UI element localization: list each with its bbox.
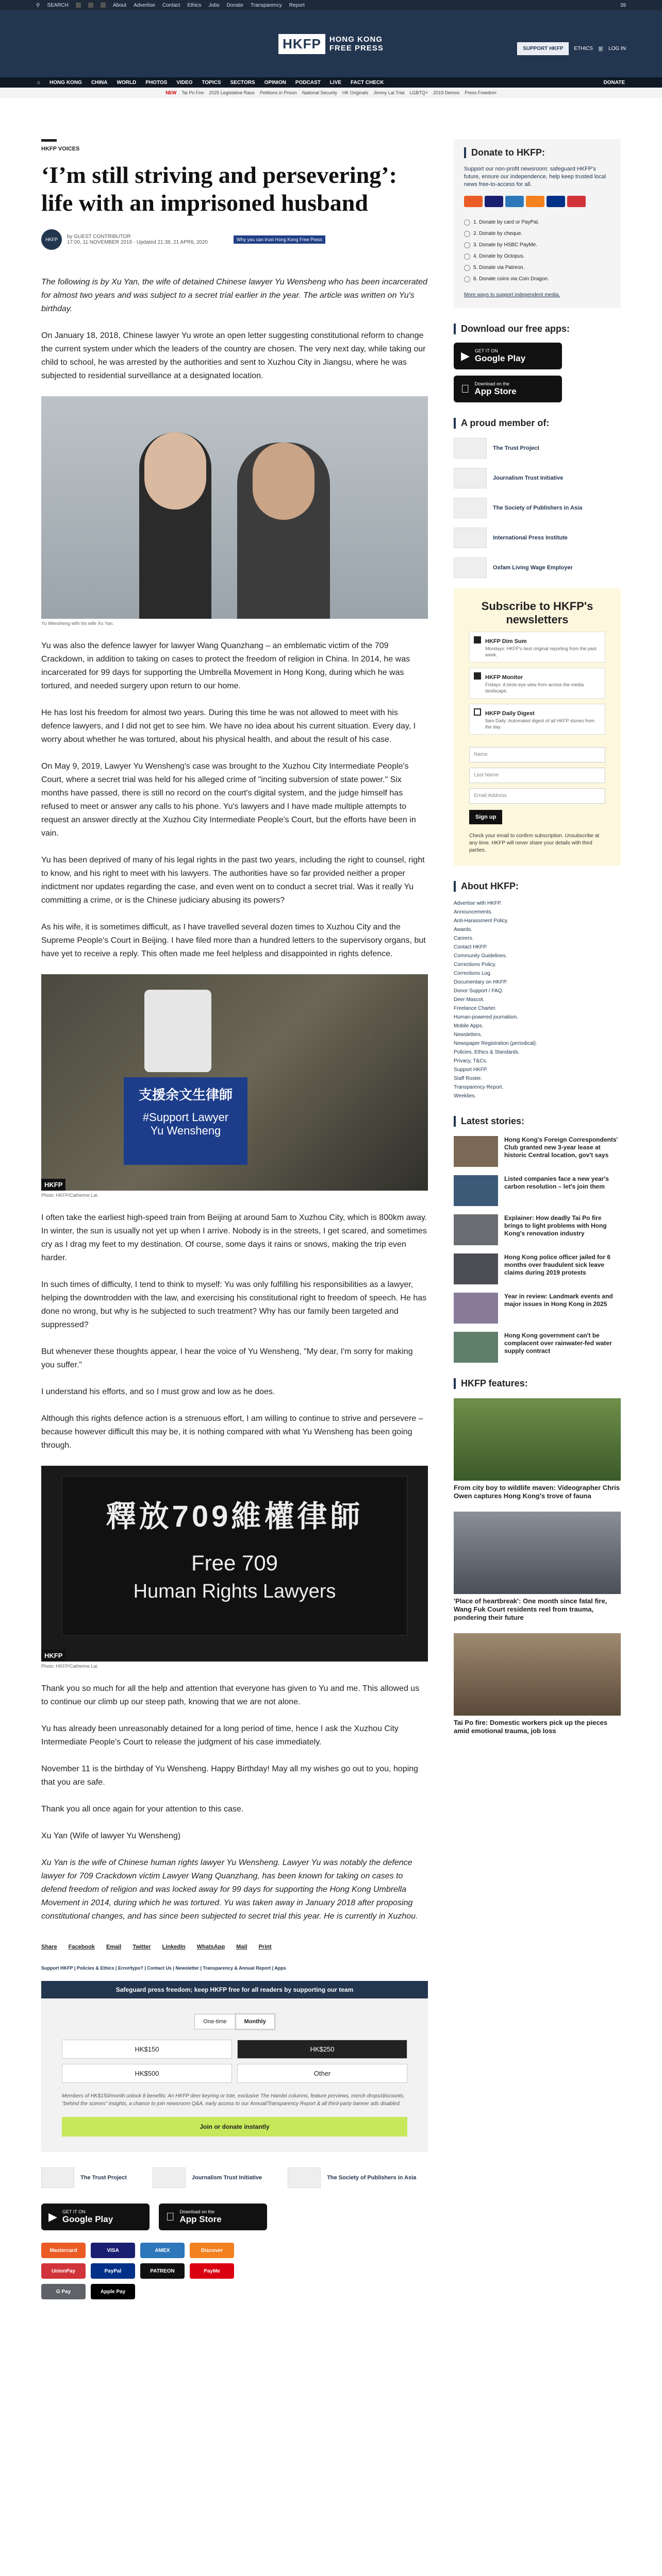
site-logo[interactable] — [278, 34, 384, 54]
donate-method-label: 3. Donate by HSBC PayMe. — [473, 242, 537, 248]
about-link[interactable]: Documentary on HKFP. — [454, 979, 508, 985]
amex-icon — [505, 196, 524, 207]
feature-image — [454, 1512, 621, 1594]
join-button[interactable]: Join or donate instantly — [62, 2117, 407, 2137]
about-link[interactable]: Newspaper Registration (periodical). — [454, 1041, 537, 1046]
donate-method-label: 1. Donate by card or PayPal. — [473, 219, 539, 225]
badge-small-text: Download on the — [466, 381, 501, 386]
sidebar-app-badges — [454, 343, 562, 402]
top-link[interactable]: Jobs — [208, 2, 220, 8]
latest-thumb — [454, 1293, 498, 1324]
latest-headline: Listed companies face a new year's carbon resolution – let's join them — [504, 1175, 609, 1190]
payment-paypal: PayPal — [91, 2263, 135, 2279]
newsletter-option[interactable] — [469, 632, 605, 663]
latest-item[interactable] — [454, 1175, 621, 1206]
payment-visa: VISA — [91, 2243, 135, 2258]
top-link[interactable]: Contact — [162, 2, 180, 8]
amount-option[interactable]: HK$150 — [62, 2040, 232, 2059]
trending-bar — [0, 88, 662, 98]
top-link[interactable]: Report — [289, 2, 305, 8]
badge-big-text: App Store — [171, 2214, 213, 2224]
member-name: Oxfam Living Wage Employer — [493, 565, 573, 571]
latest-thumb — [454, 1332, 498, 1363]
article-intro: The following is by Xu Yan, the wife of detained Chinese lawyer Yu Wensheng who has been incarcerated for almost two years and was subject to a secret trial earlier in the year. The article was written on Yu's birthday. — [41, 278, 427, 313]
share-link[interactable]: Share — [41, 1944, 57, 1950]
donate-method-label: 5. Donate via Patreon. — [473, 265, 525, 270]
logo-line: FREE PRESS — [329, 44, 384, 53]
nav-item[interactable]: CHINA — [91, 79, 108, 86]
payment-amex: AMEX — [140, 2243, 185, 2258]
search-link[interactable]: SEARCH — [47, 2, 69, 8]
member-name: Journalism Trust Initiative — [493, 475, 564, 481]
about-link[interactable]: Staff Roster. — [454, 1076, 482, 1081]
paypal-icon — [547, 196, 565, 207]
payment-mastercard: Mastercard — [41, 2243, 86, 2258]
donate-text[interactable]: Support our non-profit newsroom: safeguard HKFP's future, ensure our independence, help keep trusted local news free-to-access for all. — [464, 166, 606, 188]
nav-item[interactable]: TOPICS — [202, 79, 221, 86]
member-name: The Trust Project — [493, 445, 539, 451]
signoff: Xu Yan (Wife of lawyer Yu Wensheng) — [41, 1832, 181, 1840]
main-nav — [0, 77, 662, 88]
protest-banner — [62, 1476, 407, 1636]
face-man — [253, 443, 315, 520]
trending-item[interactable]: Tai Po Fire — [181, 90, 204, 95]
member-logo — [153, 2167, 186, 2188]
radio-icon — [464, 276, 470, 282]
latest-thumb — [454, 1214, 498, 1245]
masthead — [0, 10, 662, 77]
latest-item[interactable] — [454, 1332, 621, 1363]
about-link[interactable]: Mobile Apps. — [454, 1023, 484, 1029]
toggle-one-time[interactable]: One-time — [194, 2014, 235, 2029]
latest-thumb — [454, 1253, 498, 1284]
app-store-badge[interactable] — [159, 2204, 267, 2230]
share-link[interactable]: Print — [258, 1944, 272, 1950]
payment-patreon: PATREON — [140, 2263, 185, 2279]
social-icon[interactable] — [76, 3, 81, 8]
user-count: 39 — [620, 2, 626, 8]
name-field[interactable]: Name — [469, 747, 605, 762]
member-name: The Society of Publishers in Asia — [493, 505, 583, 511]
paragraph: Thank you all once again for your attention to this case. — [41, 1805, 244, 1814]
last-name-field[interactable]: Last Name — [469, 768, 605, 783]
sign-english: Yu Wensheng — [150, 1124, 221, 1137]
member-logo[interactable] — [454, 498, 487, 518]
author-name[interactable]: by GUEST CONTRIBUTOR — [67, 234, 131, 240]
paragraph: Yu has already been unreasonably detained for a long period of time, hence I ask the Xuzhou City Intermediate People's Court to release the judgment of his case immediately. — [41, 1724, 399, 1747]
author-bio: Xu Yan is the wife of Chinese human rights lawyer Yu Wensheng. Lawyer Yu was notably the defence lawyer for 709 Crackdown victim Lawyer Wang Quanzhang, has been known for taking on cases to defend freedom of religion and was locked away for 99 days for supporting the Hong Kong Umbrella Movement in 2014, during which he was tortured. Yu was taken away in January 2018 after proposing constitutional changes, and has since been subjected to secret trial this year. He is currently in Xuzhou. — [41, 1858, 418, 1921]
donate-method-label: 4. Donate by Octopus. — [473, 253, 525, 259]
share-link[interactable]: Email — [106, 1944, 122, 1950]
app-store-badge[interactable] — [454, 376, 562, 402]
photo-couple — [41, 396, 428, 619]
home-icon[interactable]: ⌂ — [37, 79, 41, 86]
latest-list — [454, 1136, 621, 1363]
latest-headline: Year in review: Landmark events and major issues in Hong Kong in 2025 — [504, 1293, 613, 1308]
newsletter-option[interactable] — [469, 704, 605, 735]
paragraph: On January 18, 2018, Chinese lawyer Yu wrote an open letter suggesting constitutional reform to change the current system under which the leaders of the country are chosen. The very next day, while taking our child to school, he was arrested by the authorities and sent to Xuzhou City in Jiangsu, where he was subjected to residential surveillance at a designated location. — [41, 331, 426, 380]
payment-payme: PayMe — [190, 2263, 234, 2279]
sign-chinese: 支援余文生律師 — [138, 1087, 233, 1103]
badge-small-text: GET IT ON — [474, 348, 498, 353]
apple-icon — [166, 2210, 175, 2224]
social-icon[interactable] — [88, 3, 93, 8]
paragraph: Yu has been deprived of many of his legal rights in the past two years, including the right to counsel, right to know, and his right to meet with his lawyers. The authorities have so far provided neither a proper indictment nor updates regarding the case, and even went on to conduct a secret trial. Was it really Yu committing a crime, or is the Chinese judiciary abusing its powers? — [41, 856, 425, 905]
donate-method[interactable] — [464, 228, 610, 240]
payment-unionpay: UnionPay — [41, 2263, 86, 2279]
radio-icon — [464, 265, 470, 271]
promo-banner[interactable]: Safeguard press freedom; keep HKFP free for all readers by supporting our team — [41, 1981, 428, 1998]
feature-item[interactable] — [454, 1398, 621, 1500]
nav-item[interactable]: LIVE — [329, 79, 342, 86]
paragraph: Thank you so much for all the help and attention that everyone has given to Yu and me. This allowed us to continue our climb up our steep path, knowing that we are not alone. — [41, 1684, 420, 1706]
member-name: The Trust Project — [80, 2175, 127, 2181]
member-name: International Press Institute — [493, 535, 568, 541]
radio-icon — [464, 219, 470, 226]
signup-button[interactable]: Sign up — [469, 810, 502, 824]
amount-option[interactable]: HK$500 — [62, 2064, 232, 2083]
radio-icon — [464, 242, 470, 248]
latest-item[interactable] — [454, 1253, 621, 1284]
nav-item[interactable]: SECTORS — [230, 79, 255, 86]
donate-method[interactable] — [464, 251, 610, 262]
latest-item[interactable] — [454, 1136, 621, 1167]
toggle-monthly[interactable]: Monthly — [236, 2014, 275, 2029]
latest-item[interactable] — [454, 1293, 621, 1324]
top-link[interactable]: Ethics — [187, 2, 202, 8]
latest-thumb — [454, 1175, 498, 1206]
amount-option-selected[interactable]: HK$250 — [237, 2040, 407, 2059]
donate-method[interactable] — [464, 240, 610, 251]
photo-caption: Photo: HKFP/Catherine Lai. — [41, 1664, 99, 1669]
about-link[interactable]: Contact HKFP. — [454, 944, 488, 950]
about-link[interactable]: Policies, Ethics & Standards. — [454, 1049, 520, 1055]
feature-headline: Tai Po fire: Domestic workers pick up the pieces amid emotional trauma, job loss — [454, 1719, 608, 1735]
ethics-link[interactable]: ETHICS — [574, 46, 593, 52]
checkbox-checked-icon[interactable] — [474, 672, 481, 680]
member-logo[interactable] — [454, 438, 487, 459]
top-link[interactable]: Donate — [226, 2, 243, 8]
about-link[interactable]: Privacy, T&Cs. — [454, 1058, 488, 1064]
trending-item[interactable]: Jimmy Lai Trial — [373, 90, 405, 95]
member-logo — [41, 2167, 74, 2188]
donate-widget — [454, 139, 621, 308]
latest-headline: Hong Kong government can't be complacent over rainwater-fed water supply contract — [504, 1332, 612, 1354]
logo-line: HONG KONG — [329, 35, 383, 44]
about-link[interactable]: Donor Support / FAQ. — [454, 988, 504, 994]
latest-thumb — [454, 1136, 498, 1167]
donate-method[interactable] — [464, 217, 610, 228]
payment-discover: Discover — [190, 2243, 234, 2258]
about-link[interactable]: Deer Mascot. — [454, 997, 485, 1003]
unionpay-icon — [567, 196, 586, 207]
share-link[interactable]: Mail — [236, 1944, 247, 1950]
newsletter-name: HKFP Dim Sum — [485, 638, 527, 645]
payment-methods — [41, 2243, 278, 2299]
latest-headline: Explainer: How deadly Tai Po fire brings to light problems with Hong Kong's renovation industry — [504, 1214, 607, 1237]
share-link[interactable]: LinkedIn — [162, 1944, 186, 1950]
visa-icon — [485, 196, 503, 207]
language-toggle[interactable]: 繁 — [598, 47, 604, 53]
latest-title: Latest stories: — [454, 1116, 621, 1127]
trending-item[interactable]: HK Originals — [342, 90, 369, 95]
paragraph: Yu was also the defence lawyer for lawyer Wang Quanzhang – an emblematic victim of the 709 Crackdown, in addition to taking on cases to protect the freedom of religion in China. In 2014, he was incarcerated for 99 days for supporting the Umbrella Movement in Hong Kong, during which he was tortured, and needed surgery upon return to our home. — [41, 641, 410, 690]
paragraph: As his wife, it is sometimes difficult, as I have travelled several dozen times to Xuzhou City and the Supreme People's Court in Beijing. I have filed more than a hundred letters to the supervisory organs, but have yet to receive a reply. This often made me feel helpless and disappointed in rights defence. — [41, 923, 426, 958]
member-list — [454, 438, 621, 578]
trending-item[interactable]: Petitions in Prison — [259, 90, 297, 95]
sign-english: #Support Lawyer — [142, 1111, 229, 1124]
nav-item[interactable]: HONG KONG — [49, 79, 82, 86]
mastercard-icon — [464, 196, 483, 207]
banner-english: Free 709 — [191, 1551, 278, 1575]
badge-big-text: Google Play — [62, 2214, 113, 2224]
member-logo[interactable] — [454, 468, 487, 488]
nav-item[interactable]: WORLD — [117, 79, 137, 86]
email-field[interactable]: Email Address — [469, 788, 605, 804]
article-dates: 17:00, 11 NOVEMBER 2019 · Updated 21:38, 21 APRIL 2020 — [67, 240, 208, 245]
about-link[interactable]: Advertise with HKFP. — [454, 901, 502, 906]
radio-icon — [464, 231, 470, 237]
member-logo — [288, 2167, 321, 2188]
photo-protest-sign — [41, 974, 428, 1191]
trending-item[interactable]: National Security — [302, 90, 337, 95]
share-link[interactable]: Twitter — [133, 1944, 151, 1950]
donate-method-label: 2. Donate by cheque. — [473, 231, 523, 236]
article — [41, 139, 428, 2299]
google-play-badge[interactable] — [454, 343, 562, 369]
about-link[interactable]: Awards. — [454, 927, 472, 933]
utility-bar — [0, 0, 662, 10]
feature-headline: From city boy to wildlife maven: Videographer Chris Owen captures Hong Kong's trove of fauna — [454, 1484, 620, 1500]
nav-item[interactable]: VIDEO — [176, 79, 193, 86]
about-link[interactable]: Support HKFP. — [454, 1067, 488, 1073]
trending-item[interactable]: 2019 Demos — [433, 90, 460, 95]
about-link[interactable]: Corrections Policy. — [454, 962, 496, 968]
banner-english: Human Rights Lawyers — [133, 1581, 336, 1602]
top-link[interactable]: About — [113, 2, 127, 8]
donate-title: Donate to HKFP: — [464, 147, 610, 158]
feature-item[interactable] — [454, 1512, 621, 1622]
trending-item[interactable]: LGBTQ+ — [409, 90, 428, 95]
support-sign — [124, 1077, 247, 1165]
about-title: About HKFP: — [454, 881, 621, 892]
newsletter-desc: Fridays: A birds-eye view from across the media landscape. — [485, 682, 584, 693]
portrait-card — [144, 990, 211, 1072]
play-icon: ▶ — [48, 2210, 57, 2223]
share-links — [41, 1944, 428, 1950]
footer-links[interactable]: Support HKFP | Policies & Ethics | Error/typo? | Contact Us | Newsletter | Transparency & Annual Report | Apps — [41, 1965, 286, 1971]
about-link[interactable]: Freelance Charter. — [454, 1006, 496, 1011]
nav-item[interactable]: FACT CHECK — [351, 79, 384, 86]
feature-headline: 'Place of heartbreak': One month since fatal fire, Wang Fuk Court residents reel from trauma, pondering their future — [454, 1597, 607, 1621]
newsletter-title: Subscribe to HKFP's newsletters — [481, 600, 593, 626]
nav-item[interactable]: PHOTOS — [145, 79, 168, 86]
feature-image — [454, 1633, 621, 1716]
google-play-badge[interactable] — [41, 2204, 150, 2230]
features-title: HKFP features: — [454, 1378, 621, 1389]
trending-label: NEW — [166, 90, 177, 95]
apps-title: Download our free apps: — [454, 324, 621, 334]
latest-headline: Hong Kong police officer jailed for 6 months over fraudulent sick leave claims during 2019 protests — [504, 1253, 611, 1276]
member-logo[interactable] — [454, 528, 487, 548]
member-logo[interactable] — [454, 557, 487, 578]
discover-icon — [526, 196, 544, 207]
about-link[interactable]: Careers. — [454, 936, 474, 941]
support-hkfp-button[interactable]: SUPPORT HKFP — [517, 42, 569, 55]
hkfp-watermark: HKFP — [41, 1179, 65, 1191]
member-logos-bottom — [41, 2167, 428, 2188]
nav-item[interactable]: OPINION — [264, 79, 286, 86]
badge-big-text: Google Play — [474, 353, 526, 363]
feature-image — [454, 1398, 621, 1481]
newsletter-widget — [454, 588, 621, 866]
about-link[interactable]: Anti-Harassment Policy. — [454, 918, 508, 924]
members-title: A proud member of: — [454, 418, 621, 429]
paragraph: In such times of difficulty, I tend to think to myself: Yu was only fulfilling his responsibilities as a lawyer, helping the downtrodden with the law, and exercising his constitutional right to freedom of speech. He has done no wrong, but why is he subjected to such treatment? Why has our family been targeted and suppressed? — [41, 1280, 427, 1329]
login-link[interactable]: LOG IN — [608, 46, 626, 52]
paragraph: I understand his efforts, and so I must grow and low as he does. — [41, 1387, 275, 1396]
about-link[interactable]: Community Guidelines. — [454, 953, 507, 959]
membership-note: Members of HK$150/month unlock 8 benefits: An HKFP deer keyring or tote, exclusive The Hamlet columns, feature previews, merch drops/discounts, “behind the scenes” insights, a chance to join newsroom Q&A, early access to our Annual/Transparency Report & all third-party banner ads disabled. — [62, 2093, 405, 2107]
about-link[interactable]: Human-powered journalism. — [454, 1014, 519, 1020]
newsletter-desc: 9am Daily: Automated digest of all HKFP stories from the day. — [485, 718, 594, 730]
checkbox-icon[interactable] — [474, 708, 481, 716]
nav-donate[interactable]: DONATE — [603, 79, 625, 86]
about-link[interactable]: Weeklies. — [454, 1093, 476, 1099]
about-link[interactable]: Corrections Log. — [454, 971, 492, 976]
photo-banner — [41, 1466, 428, 1662]
apple-icon — [461, 382, 470, 396]
newsletter-name: HKFP Monitor — [485, 674, 523, 681]
donate-methods — [464, 217, 610, 285]
payment-icons — [464, 196, 610, 210]
paragraph: Although this rights defence action is a strenuous effort, I am willing to continue to strive and persevere – because however difficult this may be, it is nothing compared with what Yu Wensheng has been going through. — [41, 1414, 423, 1450]
about-links — [454, 899, 621, 1100]
social-icon[interactable] — [101, 3, 106, 8]
share-link[interactable]: Facebook — [68, 1944, 95, 1950]
banner-chinese: 釋放709維權律師 — [106, 1500, 363, 1533]
byline — [41, 229, 428, 250]
trending-item[interactable]: 2025 Legislative Race — [209, 90, 255, 95]
latest-item[interactable] — [454, 1214, 621, 1245]
face-woman — [144, 432, 206, 510]
newsletter-option[interactable] — [469, 668, 605, 699]
search-icon[interactable]: ⚲ — [36, 2, 40, 8]
badge-big-text: App Store — [466, 386, 508, 396]
photo-caption: Yu Wensheng with his wife Xu Yan. — [41, 621, 114, 626]
paragraph: On May 9, 2019, Lawyer Yu Wensheng's case was brought to the Xuzhou City Intermediate People's Court, where a secret trial was held for his alleged crime of "inciting subversion of state power." Six months have passed, there is still no record on the court's digital system, and the judge himself has refused to meet or answer any calls to his phone. Yu's lawyers and I have made multiple attempts to request an answer directly at the Xuzhou City Intermediate People's Court, but the efforts have been in vain. — [41, 762, 416, 838]
about-link[interactable]: Transparency Report. — [454, 1084, 504, 1090]
donate-method[interactable] — [464, 274, 610, 285]
photo-caption: Photo: HKFP/Catherine Lai. — [41, 1193, 99, 1198]
hkfp-watermark: HKFP — [41, 1650, 65, 1662]
paragraph: November 11 is the birthday of Yu Wensheng. Happy Birthday! May all my wishes go out to you, hoping that you are safe. — [41, 1765, 419, 1787]
donate-method[interactable] — [464, 262, 610, 274]
app-store-badges — [41, 2204, 428, 2230]
paragraph: I often take the earliest high-speed train from Beijing at around 5am to Xuzhou City, which is 800km away. In winter, the sun is usually not yet up when I arrive. Nobody is in the streets, I get scared, and sometimes cry as I drag my feet to my destination. Of course, some days it rains or snows, making the trip even harder. — [41, 1213, 427, 1262]
play-icon: ▶ — [461, 349, 470, 362]
newsletter-desc: Mondays: HKFP's best original reporting from the past week. — [485, 646, 597, 657]
checkbox-checked-icon[interactable] — [474, 636, 481, 643]
frequency-toggle — [62, 2014, 407, 2029]
badge-small-text: GET IT ON — [62, 2209, 86, 2214]
newsletter-note: Check your email to confirm subscription. Unsubscribe at any time. HKFP will never share your details with third parties. — [469, 833, 600, 853]
amount-options — [62, 2040, 407, 2083]
member-name: Journalism Trust Initiative — [191, 2175, 262, 2181]
about-link[interactable]: Newsletters. — [454, 1032, 483, 1038]
member-name: The Society of Publishers in Asia — [327, 2175, 417, 2181]
features-list — [454, 1398, 621, 1735]
donate-box — [41, 1998, 428, 2152]
feature-item[interactable] — [454, 1633, 621, 1735]
kicker-rule — [41, 139, 57, 142]
badge-small-text: Download on the — [171, 2209, 206, 2214]
kicker[interactable]: HKFP VOICES — [41, 146, 80, 152]
payment-applepay: Apple Pay — [91, 2284, 135, 2299]
author-avatar[interactable]: HKFP — [41, 229, 62, 250]
more-ways-link[interactable]: More ways to support independent media. — [464, 292, 560, 298]
about-link[interactable]: Announcements. — [454, 909, 493, 915]
newsletter-name: HKFP Daily Digest — [485, 710, 535, 717]
payment-gpay: G Pay — [41, 2284, 86, 2299]
trending-item[interactable]: Press Freedom — [465, 90, 496, 95]
trust-tag[interactable]: Why you can trust Hong Kong Free Press — [234, 235, 325, 244]
top-link[interactable]: Transparency — [250, 2, 282, 8]
article-title: ‘I’m still striving and persevering’: life with an imprisoned husband — [41, 162, 397, 216]
latest-headline: Hong Kong's Foreign Correspondents' Club granted new 3-year lease at historic Central location, gov't says — [504, 1136, 618, 1159]
paragraph: He has lost his freedom for almost two years. During this time he was not allowed to meet with his defence lawyers, and I did not get to see him. We have no idea about his current situation. Every day, I worry about whether he was tortured, about his physical health, and about the result of his case. — [41, 708, 416, 744]
nav-item[interactable]: PODCAST — [295, 79, 321, 86]
donate-method-label: 6. Donate coins via Coin Dragon. — [473, 276, 549, 282]
amount-option[interactable]: Other — [237, 2064, 407, 2083]
share-link[interactable]: WhatsApp — [196, 1944, 225, 1950]
paragraph: But whenever these thoughts appear, I hear the voice of Yu Wensheng, "My dear, I'm sorry for making you suffer." — [41, 1347, 413, 1369]
logo-mark: HKFP — [278, 34, 325, 54]
top-link[interactable]: Advertise — [134, 2, 155, 8]
sidebar — [454, 139, 621, 1747]
radio-icon — [464, 253, 470, 260]
